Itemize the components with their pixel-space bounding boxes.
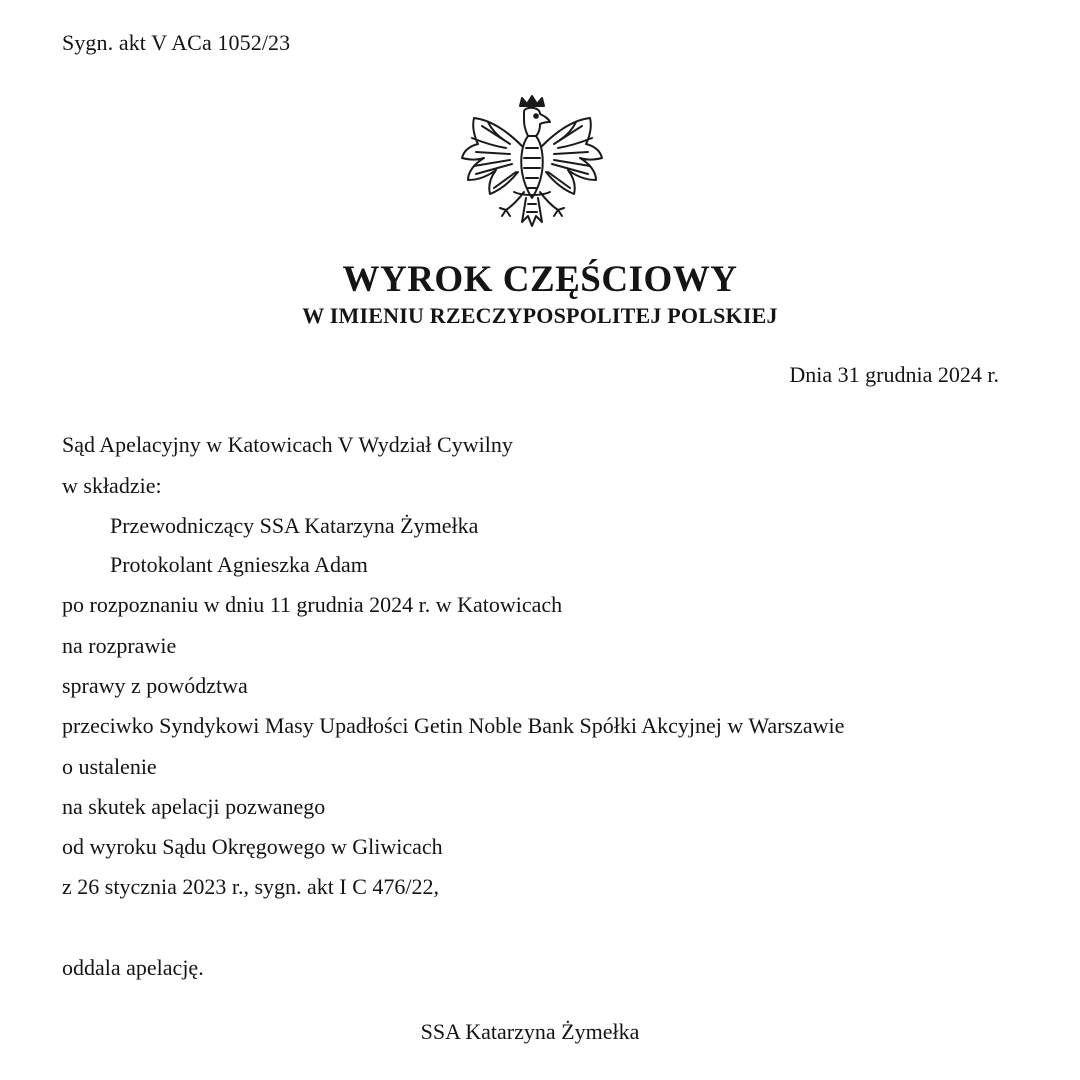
judge-signature: SSA Katarzyna Żymełka [420, 1019, 640, 1044]
case-type-line: sprawy z powództwa [62, 673, 248, 698]
lower-court-reference-line: z 26 stycznia 2023 r., sygn. akt I C 476/22, [62, 874, 440, 899]
document-subtitle: W IMIENIU RZECZYPOSPOLITEJ POLSKIEJ [302, 303, 778, 328]
appeal-line: na skutek apelacji pozwanego [62, 794, 326, 819]
clerk-line: Protokolant Agnieszka Adam [110, 552, 368, 577]
hearing-line: po rozpoznaniu w dniu 11 grudnia 2024 r. w Katowicach [62, 592, 563, 617]
judgment-date: Dnia 31 grudnia 2024 r. [789, 362, 999, 387]
composition-label: w składzie: [62, 473, 162, 498]
court-name: Sąd Apelacyjny w Katowicach V Wydział Cywilny [62, 432, 513, 457]
subject-line: o ustalenie [62, 754, 157, 779]
session-line: na rozprawie [62, 633, 177, 658]
polish-eagle-emblem-icon [452, 92, 612, 252]
lower-court-line: od wyroku Sądu Okręgowego w Gliwicach [62, 834, 443, 859]
document-title: WYROK CZĘŚCIOWY [342, 259, 738, 300]
defendant-line: przeciwko Syndykowi Masy Upadłości Getin Noble Bank Spółki Akcyjnej w Warszawie [62, 713, 845, 738]
ruling-line: oddala apelację. [62, 955, 204, 980]
chairperson-line: Przewodniczący SSA Katarzyna Żymełka [110, 513, 479, 538]
case-reference: Sygn. akt V ACa 1052/23 [62, 30, 291, 55]
